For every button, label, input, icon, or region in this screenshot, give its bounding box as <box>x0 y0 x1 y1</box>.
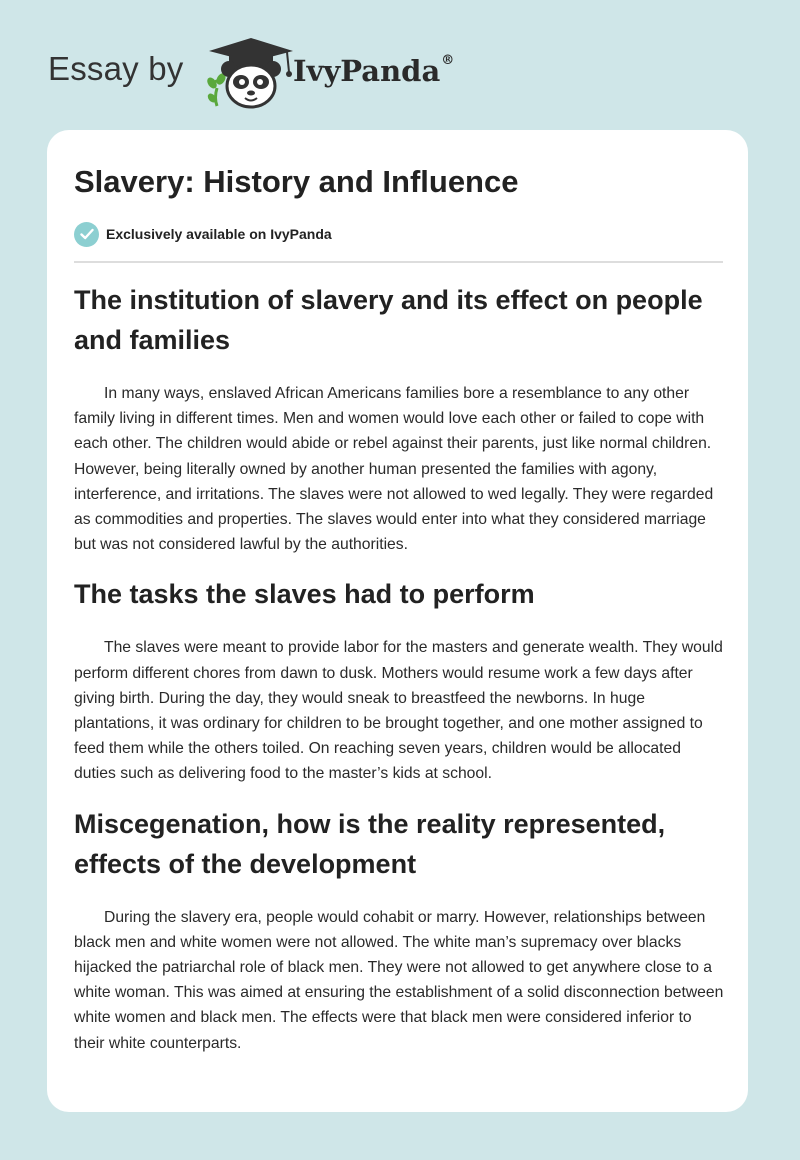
panda-graduate-logo-icon[interactable] <box>203 36 299 110</box>
page-title: Slavery: History and Influence <box>74 164 519 199</box>
brand-name[interactable]: IvyPanda® <box>293 53 455 88</box>
exclusive-badge <box>74 221 332 247</box>
exclusive-label: Exclusively available on IvyPanda <box>106 226 332 242</box>
section-heading-tasks: The tasks the slaves had to perform <box>74 579 535 610</box>
section-paragraph-institution: In many ways, enslaved African Americans families bore a resemblance to any other family living in different times. Men and women would love each other or failed to cope with each other. The children would abide or rebel against their parents, just like normal children. However, being literally owned by another human presented the families with agony, interference, and irritations. The slaves were not allowed to wed legally. They were regarded as commodities and properties. The slaves would enter into what they considered marriage but was not considered lawful by the authorities. <box>74 385 714 554</box>
essay-card <box>47 130 748 1112</box>
title-divider <box>74 261 723 263</box>
registered-mark: ® <box>441 53 455 69</box>
essay-by-label: Essay by <box>48 50 184 87</box>
section-heading-miscegenation: Miscegenation, how is the reality represented, effects of the development <box>74 808 666 879</box>
site-header <box>48 36 548 110</box>
section-paragraph-miscegenation: During the slavery era, people would cohabit or marry. However, relationships between black men and white women were not allowed. The white man’s supremacy over blacks hijacked the patriarchal role of black men. They were not allowed to get anywhere close to a white woman. This was aimed at ensuring the establishment of a solid disconnection between white women and black men. The effects were that black men were considered inferior to their white counterparts. <box>74 908 724 1052</box>
section-heading-institution: The institution of slavery and its effect on people and families <box>74 285 703 355</box>
essay-body <box>74 280 726 1056</box>
check-icon <box>74 222 99 247</box>
section-paragraph-tasks: The slaves were meant to provide labor for the masters and generate wealth. They would perform different chores from dawn to dusk. Mothers would resume work a few days after giving birth. During the day, they would sneak to breastfeed the newborns. In huge plantations, it was ordinary for children to be brought together, and one mother assigned to feed them while the others toiled. On reaching seven years, children would be allocated duties such as delivering food to the master’s kids at school. <box>74 639 723 783</box>
